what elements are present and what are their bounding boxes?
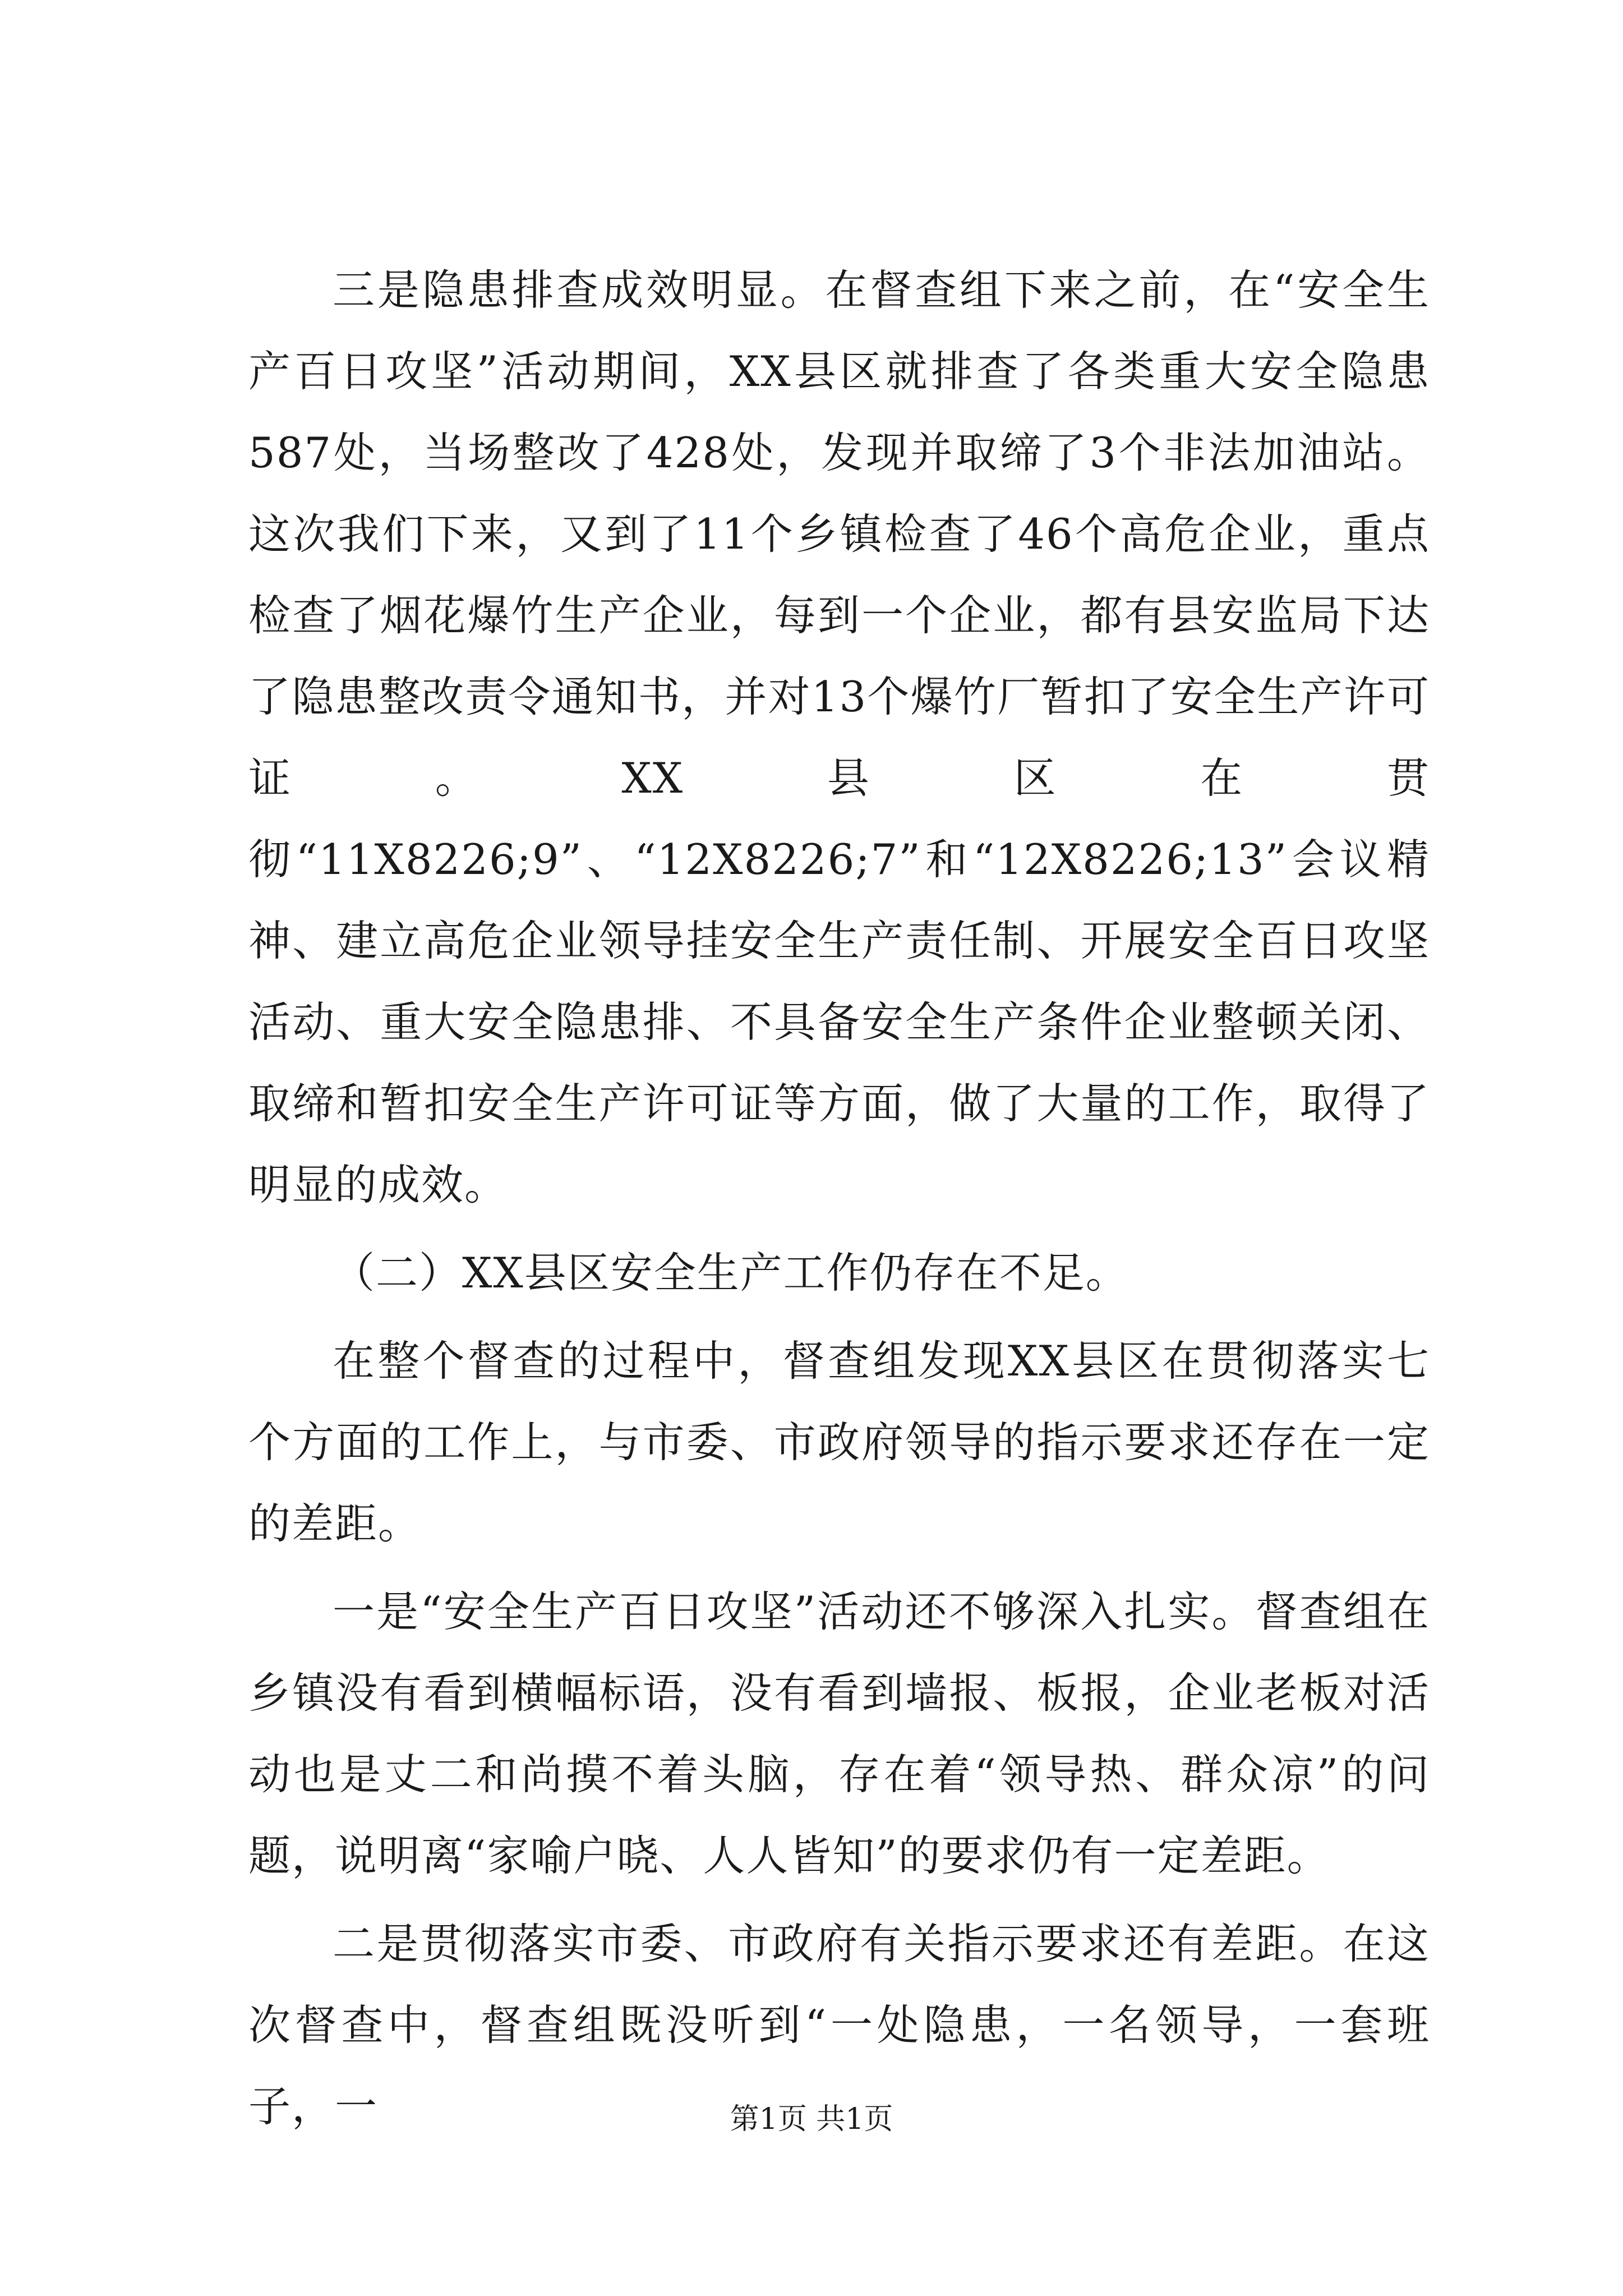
paragraph-section-heading: （二）XX县区安全生产工作仍存在不足。 bbox=[333, 1248, 1129, 1297]
paragraph-shortcomings-intro: 在整个督查的过程中，督查组发现XX县区在贯彻落实七个方面的工作上，与市委、市政府领导的指示要求还存在一定的差距。 bbox=[248, 1336, 1430, 1548]
document-body bbox=[248, 250, 1430, 2154]
paragraph-second-shortcoming: 二是贯彻落实市委、市政府有关指示要求还有差距。在这次督查中，督查组既没听到“一处隐患，一名领导，一套班子，一 bbox=[248, 1919, 1430, 2131]
paragraph-hazard-inspection: 三是隐患排查成效明显。在督查组下来之前，在“安全生产百日攻坚”活动期间，XX县区就排查了各类重大安全隐患587处，当场整改了428处，发现并取缔了3个非法加油站。这次我们下来，又到了11个乡镇检查了46个高危企业，重点检查了烟花爆竹生产企业，每到一个企业，都有县安监局下达了隐患整改责令通知书，并对13个爆竹厂暂扣了安全生产许可证。XX县区在贯彻“11X8226;9”、“12X8226;7”和“12X8226;13”会议精神、建立高危企业领导挂安全生产责任制、开展安全百日攻坚活动、重大安全隐患排、不具备安全生产条件企业整顿关闭、取缔和暂扣安全生产许可证等方面，做了大量的工作，取得了明显的成效。 bbox=[248, 265, 1430, 1209]
paragraph-first-shortcoming: 一是“安全生产百日攻坚”活动还不够深入扎实。督查组在乡镇没有看到横幅标语，没有看到墙报、板报，企业老板对活动也是丈二和尚摸不着头脑，存在着“领导热、群众凉”的问题，说明离“家喻户晓、人人皆知”的要求仍有一定差距。 bbox=[248, 1587, 1430, 1880]
page-footer: 第1页 共1页 bbox=[730, 2102, 893, 2136]
